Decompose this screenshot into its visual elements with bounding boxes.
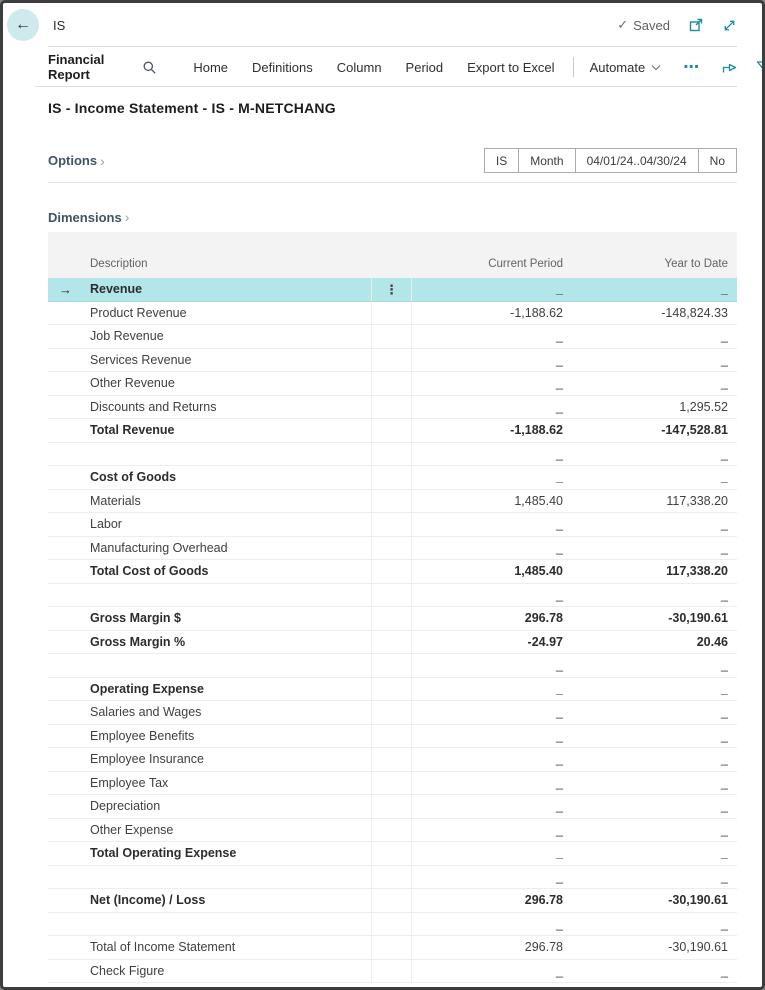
row-gap-cell: [371, 419, 412, 443]
chevron-right-icon: ›: [100, 152, 105, 169]
row-gap-cell: [371, 725, 412, 749]
table-row[interactable]: [48, 725, 737, 749]
row-options-kebab-icon[interactable]: ⋮: [385, 281, 398, 297]
row-current-period-cell[interactable]: _: [412, 795, 570, 819]
row-description: Net (Income) / Loss: [90, 893, 206, 908]
row-gap-cell: [371, 960, 412, 984]
row-gutter: [48, 631, 90, 655]
row-gap-cell: [371, 325, 412, 349]
table-row[interactable]: [48, 678, 737, 702]
row-gutter: [48, 560, 90, 584]
row-description: Total Operating Expense: [90, 846, 237, 861]
row-gutter: [48, 302, 90, 326]
row-current-period-cell[interactable]: _: [412, 678, 570, 702]
menu-item-home[interactable]: Home: [193, 59, 229, 75]
table-row[interactable]: [48, 748, 737, 772]
row-gutter: [48, 795, 90, 819]
row-description-cell[interactable]: [90, 819, 371, 843]
row-year-to-date-cell[interactable]: -30,190.61: [570, 607, 737, 631]
table-row[interactable]: [48, 325, 737, 349]
row-current-period-cell[interactable]: 296.78: [412, 607, 570, 631]
row-description-cell[interactable]: [90, 560, 371, 584]
dimensions-expander[interactable]: [48, 209, 737, 225]
row-year-to-date-cell[interactable]: 20.46: [570, 631, 737, 655]
row-current-period-cell[interactable]: _: [412, 443, 570, 467]
row-description: Total of Income Statement: [90, 940, 236, 955]
filter-chip[interactable]: 04/01/24..04/30/24: [576, 149, 699, 172]
row-gap-cell: [371, 560, 412, 584]
row-year-to-date-cell[interactable]: _: [570, 960, 737, 984]
row-gutter: [48, 678, 90, 702]
row-gap-cell: [371, 866, 412, 890]
more-options-icon[interactable]: ⋯: [683, 59, 701, 76]
row-description-cell[interactable]: [90, 396, 371, 420]
row-description-cell[interactable]: [90, 325, 371, 349]
row-year-to-date-cell[interactable]: _: [570, 913, 737, 937]
table-row[interactable]: [48, 490, 737, 514]
action-ribbon: [3, 47, 762, 87]
row-current-period-cell[interactable]: _: [412, 513, 570, 537]
selected-row-arrow-icon: →: [59, 281, 72, 297]
row-description-cell[interactable]: [90, 490, 371, 514]
menu-item-column[interactable]: Column: [336, 59, 382, 75]
dimensions-label: Dimensions: [48, 209, 122, 225]
row-description: Check Figure: [90, 963, 165, 978]
row-description: Employee Tax: [90, 775, 169, 790]
row-description: Discounts and Returns: [90, 399, 217, 414]
table-row[interactable]: [48, 913, 737, 937]
row-description-cell[interactable]: [90, 842, 371, 866]
table-row[interactable]: [48, 795, 737, 819]
row-description: Cost of Goods: [90, 470, 177, 485]
row-gutter: [48, 819, 90, 843]
row-description: Depreciation: [90, 799, 161, 814]
row-description-cell[interactable]: [90, 936, 371, 960]
row-gutter: [48, 443, 90, 467]
row-gap-cell: [371, 466, 412, 490]
row-gap-cell: [371, 748, 412, 772]
row-gutter: [48, 866, 90, 890]
row-description: Operating Expense: [90, 681, 204, 696]
row-current-period-cell[interactable]: 1,485.40: [412, 560, 570, 584]
row-gap-cell: [371, 584, 412, 608]
row-description-cell[interactable]: [90, 889, 371, 913]
grid-body: [48, 278, 737, 983]
row-gutter: [48, 396, 90, 420]
row-description-cell[interactable]: [90, 419, 371, 443]
row-year-to-date-cell[interactable]: _: [570, 278, 737, 302]
table-row[interactable]: [48, 537, 737, 561]
row-year-to-date-cell[interactable]: _: [570, 443, 737, 467]
table-row[interactable]: [48, 654, 737, 678]
page-title: IS - Income Statement - IS - M-NETCHANG: [48, 100, 336, 116]
row-description: Salaries and Wages: [90, 705, 202, 720]
row-description: Revenue: [90, 282, 143, 297]
row-year-to-date-cell[interactable]: -30,190.61: [570, 889, 737, 913]
row-gap-cell: [371, 701, 412, 725]
row-year-to-date-cell[interactable]: _: [570, 725, 737, 749]
row-year-to-date-cell[interactable]: _: [570, 513, 737, 537]
row-current-period-cell[interactable]: _: [412, 349, 570, 373]
row-year-to-date-cell[interactable]: 1,295.52: [570, 396, 737, 420]
table-row[interactable]: [48, 396, 737, 420]
row-gap-cell: [371, 936, 412, 960]
row-description-cell[interactable]: [90, 701, 371, 725]
row-current-period-cell[interactable]: 296.78: [412, 889, 570, 913]
row-current-period-cell[interactable]: -1,188.62: [412, 419, 570, 443]
row-current-period-cell[interactable]: -24.97: [412, 631, 570, 655]
row-description: Labor: [90, 517, 122, 532]
row-description-cell[interactable]: [90, 913, 371, 937]
search-icon: [142, 60, 157, 75]
table-row[interactable]: [48, 701, 737, 725]
row-gutter: [48, 349, 90, 373]
row-description: Gross Margin $: [90, 611, 181, 626]
header-gap: [371, 270, 412, 278]
row-description-cell[interactable]: [90, 372, 371, 396]
row-gutter: [48, 654, 90, 678]
row-gap-cell: [371, 678, 412, 702]
row-year-to-date-cell[interactable]: 117,338.20: [570, 560, 737, 584]
filter-chip[interactable]: IS: [485, 149, 519, 172]
row-year-to-date-cell[interactable]: _: [570, 584, 737, 608]
table-row[interactable]: [48, 372, 737, 396]
table-row[interactable]: [48, 419, 737, 443]
row-description-cell[interactable]: [90, 772, 371, 796]
table-row[interactable]: [48, 443, 737, 467]
dimensions-section: [48, 209, 737, 225]
row-gutter: [48, 913, 90, 937]
row-gutter: [48, 419, 90, 443]
table-row[interactable]: [48, 349, 737, 373]
back-button[interactable]: [7, 9, 39, 41]
row-gap-cell: [371, 607, 412, 631]
row-current-period-cell[interactable]: _: [412, 466, 570, 490]
search-button[interactable]: [130, 60, 169, 75]
row-gutter: [48, 490, 90, 514]
row-description-cell[interactable]: [90, 654, 371, 678]
row-description-cell[interactable]: [90, 513, 371, 537]
row-gutter: [48, 936, 90, 960]
row-gutter: [48, 889, 90, 913]
chevron-right-icon: ›: [124, 209, 130, 225]
row-current-period-cell[interactable]: _: [412, 772, 570, 796]
row-gutter: [48, 772, 90, 796]
row-description-cell[interactable]: [90, 607, 371, 631]
row-gutter: [48, 513, 90, 537]
row-current-period-cell[interactable]: _: [412, 701, 570, 725]
row-description-cell[interactable]: [90, 278, 371, 302]
table-row[interactable]: [48, 278, 737, 302]
row-gap-cell: [371, 654, 412, 678]
row-description: Services Revenue: [90, 352, 192, 367]
options-filter-chips: [484, 148, 737, 173]
row-gutter: [48, 584, 90, 608]
row-current-period-cell[interactable]: _: [412, 372, 570, 396]
options-expander[interactable]: [48, 153, 105, 169]
row-description: Gross Margin %: [90, 634, 186, 649]
row-current-period-cell[interactable]: _: [412, 325, 570, 349]
options-section: [48, 148, 737, 183]
top-bar: [3, 3, 762, 47]
grid-header: [48, 232, 737, 278]
row-year-to-date-cell[interactable]: 117,338.20: [570, 490, 737, 514]
row-description-cell[interactable]: [90, 631, 371, 655]
header-description[interactable]: Description: [90, 258, 148, 270]
row-gutter: [48, 466, 90, 490]
row-current-period-cell[interactable]: _: [412, 725, 570, 749]
row-current-period-cell[interactable]: _: [412, 819, 570, 843]
row-description: Manufacturing Overhead: [90, 540, 228, 555]
ribbon-context-label: Financial Report: [48, 52, 105, 82]
row-gap-cell: [371, 631, 412, 655]
row-current-period-cell[interactable]: _: [412, 278, 570, 302]
row-gap-cell: [371, 490, 412, 514]
row-gap-cell: [371, 513, 412, 537]
menu-item-definitions[interactable]: Definitions: [252, 59, 313, 75]
row-gap-cell: [371, 819, 412, 843]
row-year-to-date-cell[interactable]: _: [570, 795, 737, 819]
row-gap-cell: [371, 772, 412, 796]
header-gutter: [48, 270, 90, 278]
row-description: Total Revenue: [90, 423, 175, 438]
checkmark-icon: ✓: [617, 17, 629, 32]
row-current-period-cell[interactable]: _: [412, 584, 570, 608]
row-gutter: [48, 607, 90, 631]
table-row[interactable]: [48, 607, 737, 631]
filter-chip[interactable]: No: [709, 153, 725, 168]
row-current-period-cell[interactable]: 296.78: [412, 936, 570, 960]
saved-label: Saved: [633, 17, 670, 33]
row-year-to-date-cell[interactable]: _: [570, 819, 737, 843]
table-row[interactable]: [48, 960, 737, 984]
table-row[interactable]: [48, 842, 737, 866]
row-description-cell[interactable]: [90, 443, 371, 467]
table-row[interactable]: [48, 513, 737, 537]
row-gutter: [48, 725, 90, 749]
menu-item-export-to-excel[interactable]: Export to Excel: [467, 59, 555, 75]
row-year-to-date-cell[interactable]: _: [570, 842, 737, 866]
table-row[interactable]: [48, 889, 737, 913]
row-current-period-cell[interactable]: _: [412, 748, 570, 772]
table-row[interactable]: [48, 631, 737, 655]
row-gutter: [48, 325, 90, 349]
row-gap-cell: [371, 889, 412, 913]
row-year-to-date-cell[interactable]: _: [570, 772, 737, 796]
filter-chip[interactable]: Month: [519, 149, 575, 172]
automate-label: Automate: [589, 59, 646, 75]
table-row[interactable]: [48, 560, 737, 584]
row-gutter: [48, 842, 90, 866]
row-gap-cell: [371, 537, 412, 561]
header-year-to-date[interactable]: Year to Date: [664, 258, 728, 270]
table-row[interactable]: [48, 584, 737, 608]
row-year-to-date-cell[interactable]: _: [570, 537, 737, 561]
row-description-cell[interactable]: [90, 725, 371, 749]
row-description-cell[interactable]: [90, 302, 371, 326]
row-description-cell[interactable]: [90, 584, 371, 608]
row-gutter: [48, 701, 90, 725]
row-gutter: [48, 960, 90, 984]
resize-expand-icon[interactable]: [722, 18, 737, 33]
divider: [573, 57, 574, 77]
row-description: Other Revenue: [90, 376, 175, 391]
header-current-period[interactable]: Current Period: [488, 258, 563, 270]
row-year-to-date-cell[interactable]: _: [570, 372, 737, 396]
row-current-period-cell[interactable]: _: [412, 960, 570, 984]
row-year-to-date-cell[interactable]: -30,190.61: [570, 936, 737, 960]
row-description-cell[interactable]: [90, 678, 371, 702]
row-year-to-date-cell[interactable]: _: [570, 701, 737, 725]
row-description-cell[interactable]: [90, 349, 371, 373]
row-current-period-cell[interactable]: _: [412, 396, 570, 420]
row-description: Materials: [90, 493, 141, 508]
row-current-period-cell[interactable]: _: [412, 654, 570, 678]
table-row[interactable]: [48, 772, 737, 796]
row-description: Product Revenue: [90, 305, 187, 320]
row-year-to-date-cell[interactable]: _: [570, 466, 737, 490]
menu-item-period[interactable]: Period: [405, 59, 444, 75]
row-current-period-cell[interactable]: _: [412, 842, 570, 866]
window-title: IS: [53, 17, 66, 33]
row-description-cell[interactable]: [90, 537, 371, 561]
row-year-to-date-cell[interactable]: _: [570, 748, 737, 772]
row-description-cell[interactable]: [90, 748, 371, 772]
row-year-to-date-cell[interactable]: -148,824.33: [570, 302, 737, 326]
row-gap-cell: [371, 795, 412, 819]
share-icon[interactable]: [712, 59, 747, 75]
open-in-new-window-icon[interactable]: [688, 17, 704, 33]
row-gap-cell: [371, 372, 412, 396]
row-year-to-date-cell[interactable]: _: [570, 678, 737, 702]
table-row[interactable]: [48, 302, 737, 326]
row-gutter: [48, 537, 90, 561]
row-year-to-date-cell[interactable]: -147,528.81: [570, 419, 737, 443]
chevron-down-icon: [651, 64, 661, 71]
row-description-cell[interactable]: [90, 466, 371, 490]
row-current-period-cell[interactable]: 1,485.40: [412, 490, 570, 514]
row-year-to-date-cell[interactable]: _: [570, 866, 737, 890]
row-description: Employee Insurance: [90, 752, 204, 767]
row-gap-cell: [371, 396, 412, 420]
row-current-period-cell[interactable]: -1,188.62: [412, 302, 570, 326]
row-gap-cell: [371, 278, 412, 302]
row-year-to-date-cell[interactable]: _: [570, 325, 737, 349]
filter-icon[interactable]: [747, 60, 765, 75]
row-gap-cell: [371, 349, 412, 373]
row-current-period-cell[interactable]: _: [412, 866, 570, 890]
row-gap-cell: [371, 443, 412, 467]
row-description: Job Revenue: [90, 329, 164, 344]
back-arrow-icon: ←: [15, 16, 31, 33]
row-description: Employee Benefits: [90, 728, 195, 743]
row-current-period-cell[interactable]: _: [412, 913, 570, 937]
row-gutter: [48, 372, 90, 396]
row-description: Total Cost of Goods: [90, 564, 209, 579]
row-gap-cell: [371, 913, 412, 937]
row-gap-cell: [371, 842, 412, 866]
row-gutter: [48, 748, 90, 772]
row-description: Other Expense: [90, 822, 174, 837]
row-gap-cell: [371, 302, 412, 326]
row-description-cell[interactable]: [90, 795, 371, 819]
row-year-to-date-cell[interactable]: _: [570, 654, 737, 678]
row-description-cell[interactable]: [90, 866, 371, 890]
row-current-period-cell[interactable]: _: [412, 537, 570, 561]
row-gutter: [48, 278, 90, 302]
table-row[interactable]: [48, 866, 737, 890]
table-row[interactable]: [48, 936, 737, 960]
report-grid: [48, 232, 737, 983]
row-description-cell[interactable]: [90, 960, 371, 984]
automate-menu[interactable]: [580, 60, 672, 75]
table-row[interactable]: [48, 819, 737, 843]
table-row[interactable]: [48, 466, 737, 490]
options-label: Options: [48, 153, 98, 168]
row-year-to-date-cell[interactable]: _: [570, 349, 737, 373]
save-status: [617, 17, 670, 33]
